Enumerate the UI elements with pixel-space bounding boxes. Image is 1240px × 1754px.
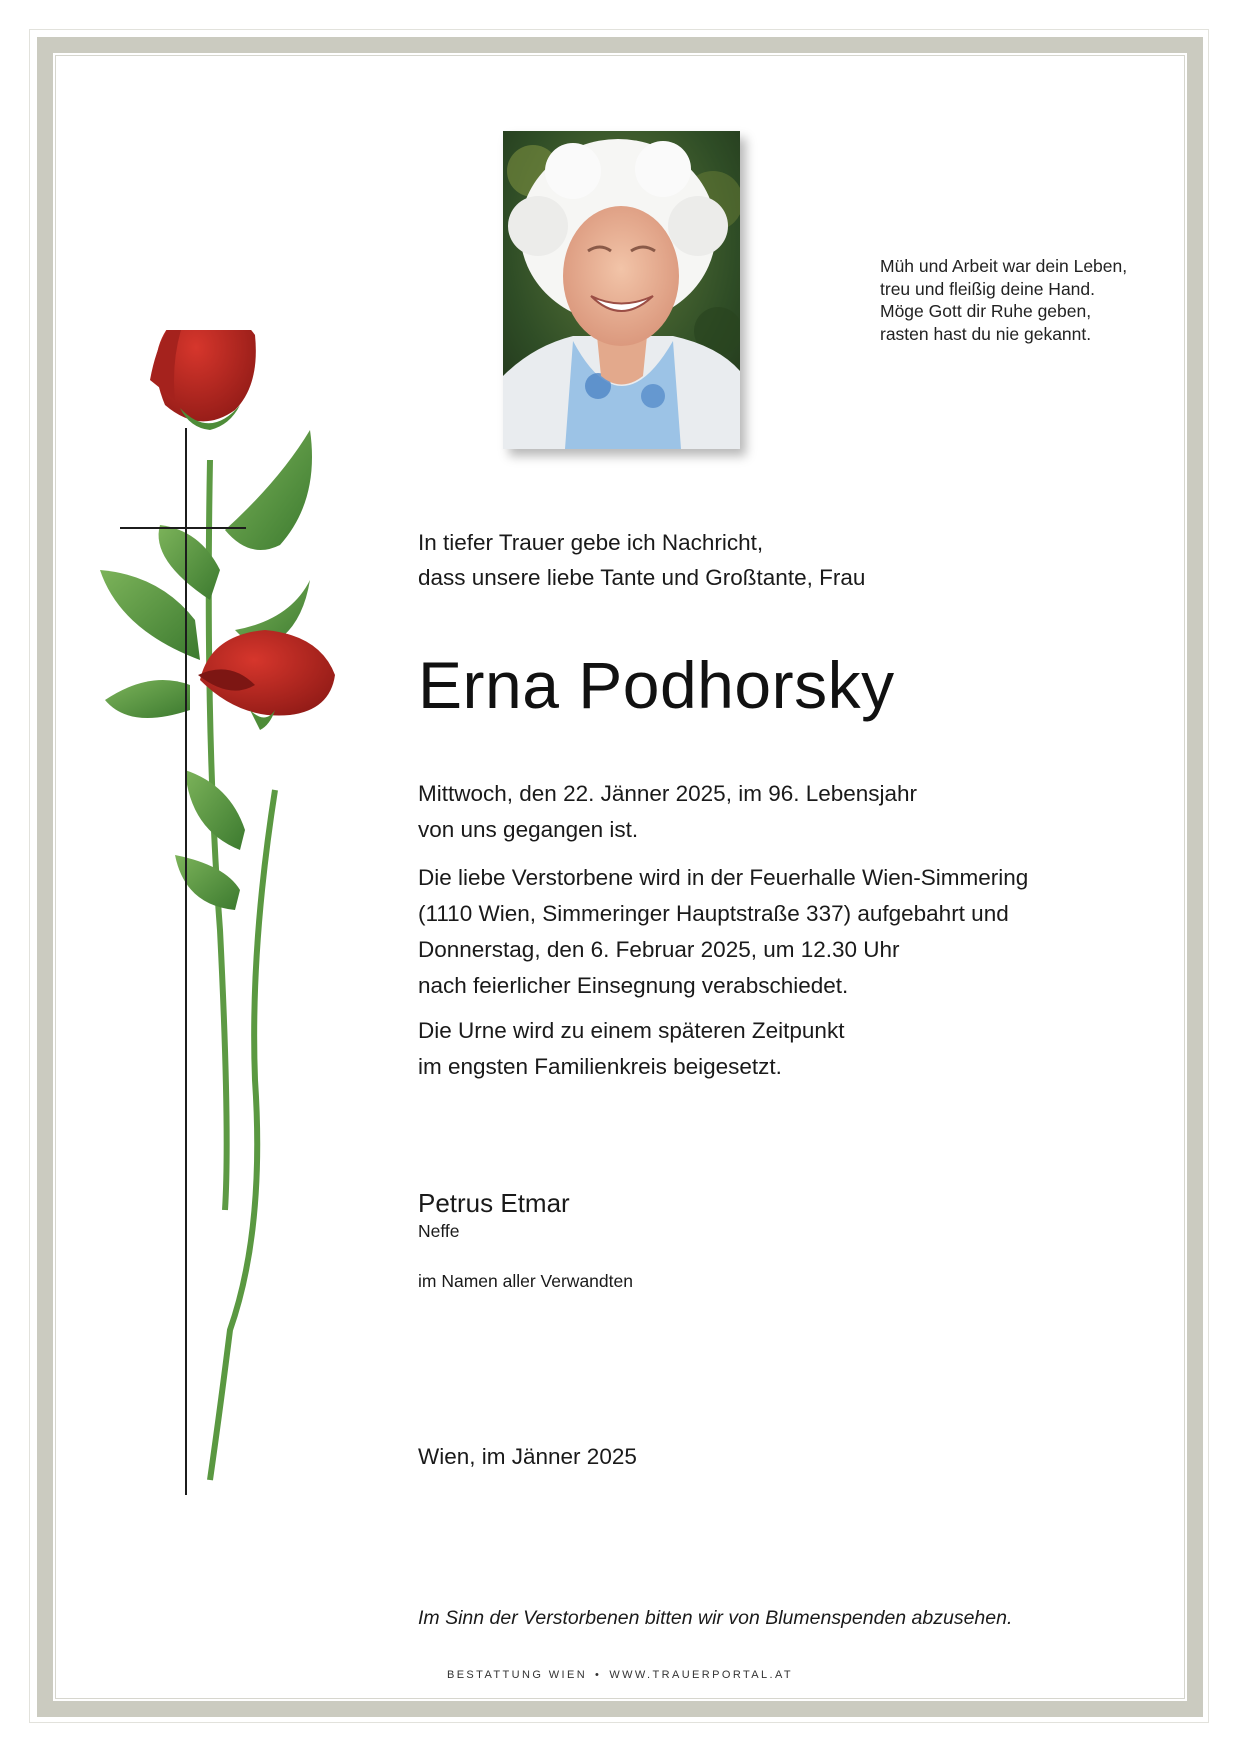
mourner-relation: Neffe bbox=[418, 1221, 460, 1241]
poem-line: treu und fleißig deine Hand. bbox=[880, 278, 1095, 299]
footer-separator: • bbox=[595, 1669, 602, 1681]
intro-line: In tiefer Trauer gebe ich Nachricht, bbox=[418, 530, 764, 555]
poem-line: rasten hast du nie gekannt. bbox=[880, 323, 1092, 344]
urn-paragraph bbox=[418, 1013, 844, 1084]
footer-website-link[interactable]: WWW.TRAUERPORTAL.AT bbox=[609, 1669, 794, 1681]
passing-paragraph bbox=[418, 776, 917, 847]
poem-line: Möge Gott dir Ruhe geben, bbox=[880, 301, 1092, 321]
ceremony-line: Donnerstag, den 6. Februar 2025, um 12.30 Uhr bbox=[418, 937, 900, 962]
ceremony-line: (1110 Wien, Simmeringer Hauptstraße 337) aufgebahrt und bbox=[418, 901, 1009, 926]
cross-horizontal-bar bbox=[120, 527, 246, 529]
urn-line: Die Urne wird zu einem späteren Zeitpunkt bbox=[418, 1018, 845, 1043]
ceremony-line: nach feierlicher Einsegnung verabschiedet. bbox=[418, 973, 849, 998]
footer bbox=[0, 1669, 1240, 1681]
on-behalf-note: im Namen aller Verwandten bbox=[418, 1271, 633, 1291]
ceremony-paragraph bbox=[418, 860, 1028, 1004]
cross-vertical-bar bbox=[185, 428, 187, 1495]
urn-line: im engsten Familienkreis beigesetzt. bbox=[418, 1053, 782, 1079]
memorial-poem bbox=[880, 255, 1180, 345]
passing-line: von uns gegangen ist. bbox=[418, 816, 639, 842]
portrait-photo bbox=[503, 131, 740, 449]
deceased-name: Erna Podhorsky bbox=[418, 648, 895, 722]
intro-line: dass unsere liebe Tante und Großtante, Frau bbox=[418, 565, 866, 590]
poem-line: Müh und Arbeit war dein Leben, bbox=[880, 256, 1128, 276]
passing-line: Mittwoch, den 22. Jänner 2025, im 96. Lebensjahr bbox=[418, 781, 918, 806]
footer-company: BESTATTUNG WIEN bbox=[446, 1669, 588, 1681]
mourner-name: Petrus Etmar bbox=[418, 1188, 570, 1218]
rose-illustration bbox=[80, 330, 370, 1510]
ceremony-line: Die liebe Verstorbene wird in der Feuerhalle Wien-Simmering bbox=[418, 865, 1029, 890]
place-date: Wien, im Jänner 2025 bbox=[418, 1444, 637, 1469]
flower-donation-note: Im Sinn der Verstorbenen bitten wir von Blumenspenden abzusehen. bbox=[418, 1607, 1013, 1629]
announcement-intro bbox=[418, 525, 865, 595]
